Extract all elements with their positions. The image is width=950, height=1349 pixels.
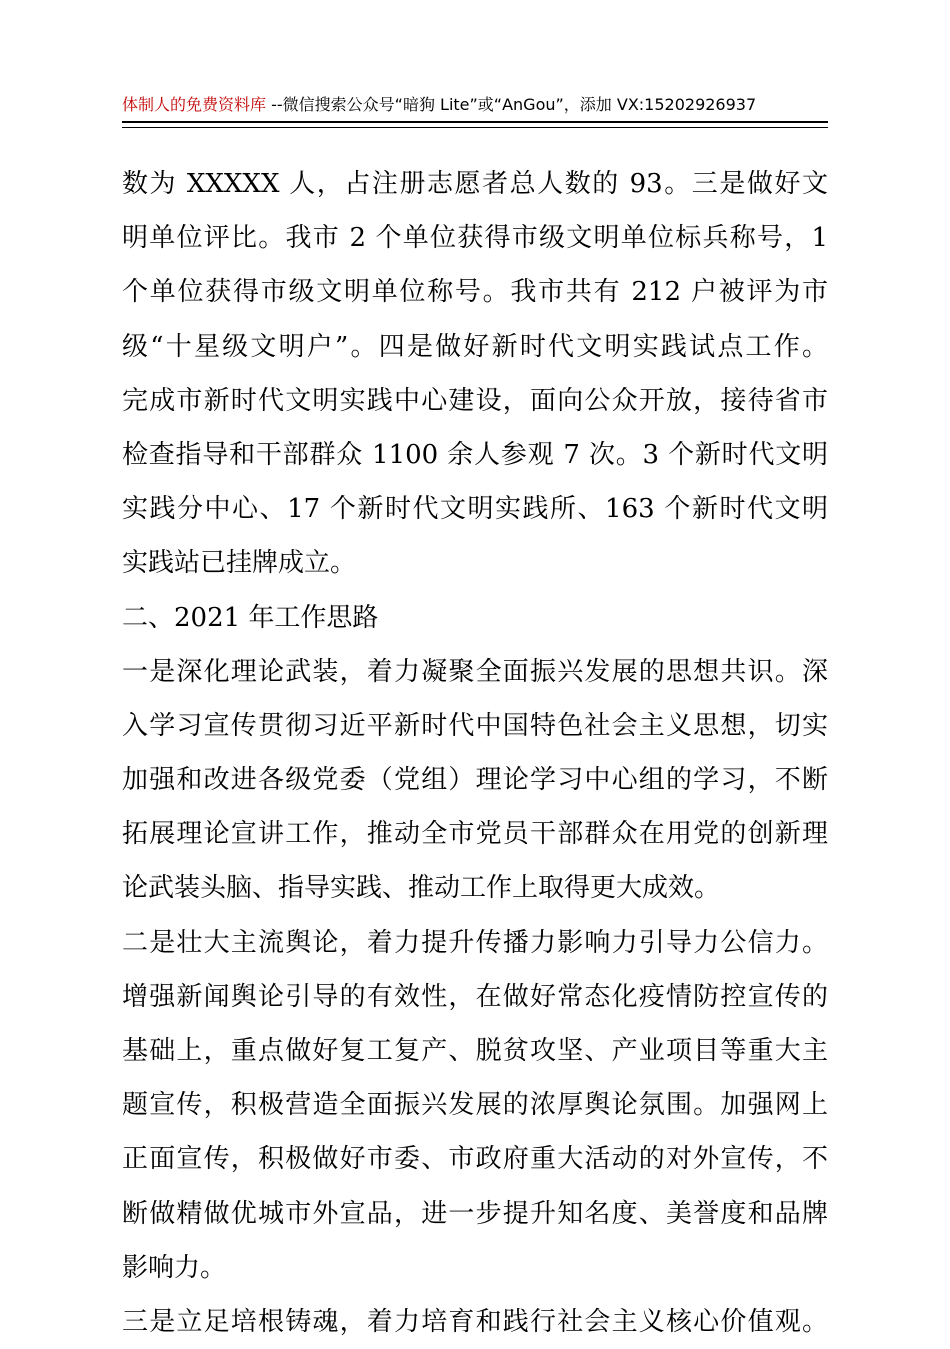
body-line: 拓展理论宣讲工作，推动全市党员干部群众在用党的创新理 <box>122 819 828 850</box>
page-header <box>122 92 828 122</box>
body-line: 影响力。 <box>122 1252 227 1283</box>
body-line: 数为 XXXXX 人，占注册志愿者总人数的 93。三是做好文 <box>122 169 828 199</box>
body-line: 实践站已挂牌成立。 <box>122 548 357 579</box>
body-line: 题宣传，积极营造全面振兴发展的浓厚舆论氛围。加强网上 <box>122 1090 828 1121</box>
body-line: 加强和改进各级党委（党组）理论学习中心组的学习，不断 <box>122 765 828 796</box>
body-line: 基础上，重点做好复工复产、脱贫攻坚、产业项目等重大主 <box>122 1036 828 1066</box>
body-line: 级“十星级文明户”。四是做好新时代文明实践试点工作。 <box>122 331 828 362</box>
body-line: 增强新闻舆论引导的有效性，在做好常态化疫情防控宣传的 <box>122 981 828 1012</box>
body-line: 三是立足培根铸魂，着力培育和践行社会主义核心价值观。 <box>122 1306 828 1337</box>
body-line: 完成市新时代文明实践中心建设，面向公众开放，接待省市 <box>122 385 828 416</box>
header-contact-text: --微信搜索公众号“暗狗 Lite”或“AnGou”，添加 VX:15202926937 <box>266 95 757 114</box>
header-brand: 体制人的免费资料库 <box>122 95 267 114</box>
document-body <box>122 157 828 1349</box>
body-line: 明单位评比。我市 2 个单位获得市级文明单位标兵称号，1 <box>122 223 828 254</box>
body-line: 正面宣传，积极做好市委、市政府重大活动的对外宣传，不 <box>122 1144 828 1175</box>
body-line: 检查指导和干部群众 1100 余人参观 7 次。3 个新时代文明 <box>122 439 828 470</box>
section-heading: 二、2021 年工作思路 <box>122 602 379 633</box>
header-rule-thick <box>122 121 828 123</box>
body-line: 二是壮大主流舆论，着力提升传播力影响力引导力公信力。 <box>122 927 828 958</box>
body-line: 实践分中心、17 个新时代文明实践所、163 个新时代文明 <box>122 494 828 525</box>
body-line: 一是深化理论武装，着力凝聚全面振兴发展的思想共识。深 <box>122 656 828 687</box>
body-line: 论武装头脑、指导实践、推动工作上取得更大成效。 <box>122 873 721 904</box>
body-line: 入学习宣传贯彻习近平新时代中国特色社会主义思想，切实 <box>122 710 828 741</box>
body-line: 断做精做优城市外宣品，进一步提升知名度、美誉度和品牌 <box>122 1198 828 1229</box>
body-line: 个单位获得市级文明单位称号。我市共有 212 户被评为市 <box>122 277 828 308</box>
header-rule-thin <box>122 127 828 128</box>
